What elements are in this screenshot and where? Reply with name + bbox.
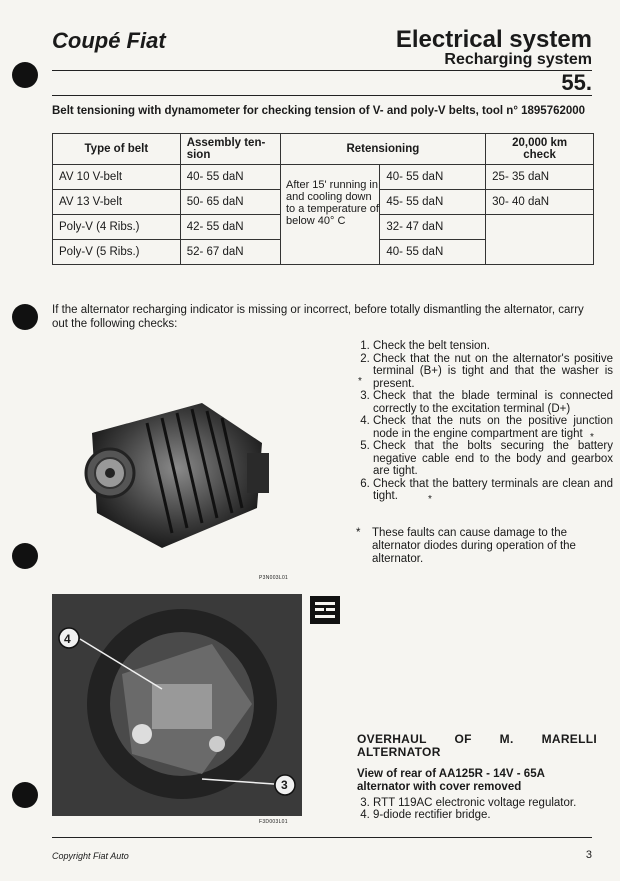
cell-retension: 40- 55 daN (380, 165, 486, 190)
list-item: 4. Check that the nuts on the positive junction node in the engine compartment are tight (373, 415, 613, 440)
header-assembly-tension: Assembly ten- sion (180, 134, 280, 165)
header-retensioning: Retensioning (280, 134, 486, 165)
cell-belt-type: AV 10 V-belt (53, 165, 181, 190)
photo2-caption: F3D003L01 (259, 819, 288, 825)
punch-hole-top (12, 62, 38, 88)
list-item: 2. Check that the nut on the alternator's positive terminal (B+) is tight and that the washer is present. (373, 353, 613, 391)
fault-note (358, 527, 598, 566)
cell-assembly: 50- 65 daN (180, 190, 280, 215)
punch-hole-bottom (12, 782, 38, 808)
list-item: 1. Check the belt tension. (373, 340, 613, 353)
view-title: View of rear of AA125R - 14V - 65A alternator with cover removed (357, 768, 545, 793)
table-header-row (53, 134, 594, 165)
cell-retension: 45- 55 daN (380, 190, 486, 215)
table-intro: Belt tensioning with dynamometer for checking tension of V- and poly-V belts, tool n° 1895762000 (52, 105, 586, 117)
cell-belt-type: Poly-V (4 Ribs.) (53, 215, 181, 240)
cell-check: 30- 40 daN (486, 190, 594, 215)
cell-retension: 40- 55 daN (380, 240, 486, 265)
list-item: 3. Check that the blade terminal is connected correctly to the excitation terminal (D+) (373, 390, 613, 415)
section-title: Electrical system (395, 26, 592, 53)
asterisk-terminals: * (428, 494, 432, 505)
callout-4: 4 (64, 632, 71, 646)
section-subtitle: Recharging system (444, 51, 592, 68)
list-item: 3. RTT 119AC electronic voltage regulator. (373, 797, 576, 809)
header-type-of-belt: Type of belt (53, 134, 181, 165)
photo1-caption: P3N003L01 (259, 575, 289, 581)
cell-assembly: 52- 67 daN (180, 240, 280, 265)
cell-check: 25- 35 daN (486, 165, 594, 190)
alternator-photo (52, 343, 312, 573)
manual-title: Coupé Fiat (52, 28, 166, 53)
cell-assembly: 42- 55 daN (180, 215, 280, 240)
footer-rule (52, 837, 592, 838)
list-item: 6. Check that the battery terminals are clean and tight. (373, 478, 613, 503)
overhaul-title: OVERHAUL OF M. MARELLI ALTERNATOR (357, 732, 597, 759)
electrical-section-icon (310, 596, 340, 624)
header-rule (52, 70, 592, 71)
checks-list (357, 340, 613, 503)
header-20000-km-check: 20,000 km check (486, 134, 594, 165)
list-item: 5. Check that the bolts securing the battery negative cable end to the body and gearbox are tight. (373, 440, 613, 478)
header-rule-lower (52, 95, 592, 96)
section-number: 55. (561, 70, 592, 95)
copyright: Copyright Fiat Auto (52, 851, 129, 861)
cell-assembly: 40- 55 daN (180, 165, 280, 190)
retension-note: After 15' running in and cooling down to a temperature of below 40° C (286, 179, 379, 227)
note-text: These faults can cause damage to the alternator diodes during operation of the alternator. (372, 527, 576, 565)
cell-belt-type: AV 13 V-belt (53, 190, 181, 215)
list-item: 4. 9-diode rectifier bridge. (373, 809, 576, 821)
cell-retension: 32- 47 daN (380, 215, 486, 240)
parts-list (357, 797, 576, 821)
alternator-rear-photo (52, 594, 302, 816)
punch-hole-upper-mid (12, 304, 38, 330)
asterisk-washer: * (358, 376, 362, 387)
callout-3: 3 (281, 778, 288, 792)
asterisk-junction: * (590, 432, 594, 443)
punch-hole-lower-mid (12, 543, 38, 569)
cell-check (486, 215, 594, 265)
warning-paragraph: If the alternator recharging indicator is missing or incorrect, before totally dismantling the alternator, carry out the following checks: (52, 304, 584, 330)
page-number: 3 (585, 849, 592, 861)
cell-belt-type: Poly-V (5 Ribs.) (53, 240, 181, 265)
note-asterisk: * (356, 527, 361, 539)
